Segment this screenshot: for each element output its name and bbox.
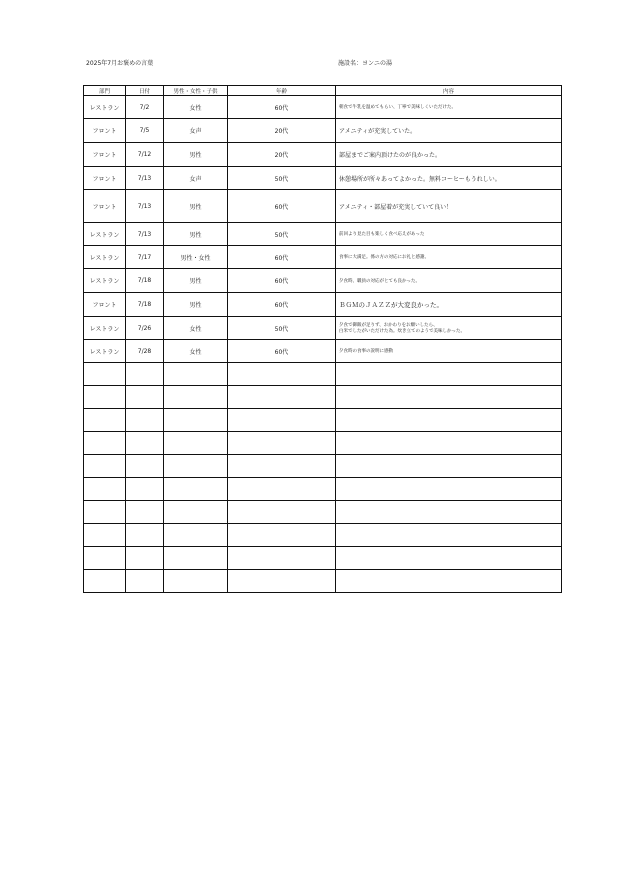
dept-cell: フロント <box>84 167 126 190</box>
content-cell: ＢＧＭのＪＡＺＺが大変良かった。 <box>336 293 562 317</box>
gender-cell: 男性 <box>164 223 228 246</box>
column-header-dept: 部門 <box>84 86 126 96</box>
dept-cell: フロント <box>84 143 126 167</box>
age-cell: 60代 <box>228 269 336 293</box>
gender-cell: 男性 <box>164 190 228 223</box>
content-cell: 休憩場所が所々あってよかった。無料コーヒーもうれしい。 <box>336 167 562 190</box>
empty-row <box>84 432 562 455</box>
facility-name: 施設名：ヨンニの湯 <box>338 60 393 67</box>
table-header-row <box>84 86 562 96</box>
column-header-gender: 男性・女性・子供 <box>164 86 228 96</box>
table-row <box>84 293 562 317</box>
date-cell: 7/28 <box>126 340 164 363</box>
table-row <box>84 340 562 363</box>
dept-cell: レストラン <box>84 317 126 340</box>
age-cell: 60代 <box>228 340 336 363</box>
age-cell: 50代 <box>228 223 336 246</box>
content-cell: アメニティが充実していた。 <box>336 119 562 143</box>
table-row <box>84 223 562 246</box>
age-cell: 60代 <box>228 246 336 269</box>
date-cell: 7/18 <box>126 293 164 317</box>
gender-cell: 女声 <box>164 119 228 143</box>
report-title: 2025年7月お褒めの言葉 <box>86 60 154 67</box>
date-cell: 7/2 <box>126 96 164 119</box>
dept-cell: レストラン <box>84 96 126 119</box>
empty-row <box>84 478 562 501</box>
gender-cell: 女性 <box>164 340 228 363</box>
column-header-date: 日付 <box>126 86 164 96</box>
dept-cell: フロント <box>84 190 126 223</box>
date-cell: 7/17 <box>126 246 164 269</box>
content-cell: 部屋までご案内頂けたのが良かった。 <box>336 143 562 167</box>
date-cell: 7/13 <box>126 223 164 246</box>
content-cell: 前回より見た目も楽しく食べ応えがあった <box>336 223 562 246</box>
dept-cell: フロント <box>84 293 126 317</box>
gender-cell: 男性 <box>164 143 228 167</box>
empty-row <box>84 501 562 524</box>
age-cell: 50代 <box>228 167 336 190</box>
table-row <box>84 96 562 119</box>
table-row <box>84 246 562 269</box>
age-cell: 20代 <box>228 143 336 167</box>
dept-cell: レストラン <box>84 269 126 293</box>
content-cell: 朝食で牛乳を温めてもらい、丁寧で美味しくいただけた。 <box>336 96 562 119</box>
empty-row <box>84 363 562 386</box>
gender-cell: 女性 <box>164 317 228 340</box>
age-cell: 60代 <box>228 190 336 223</box>
content-cell: 夕食時、職員の対応がとても良かった。 <box>336 269 562 293</box>
empty-row <box>84 570 562 593</box>
compliments-table <box>83 85 562 593</box>
date-cell: 7/26 <box>126 317 164 340</box>
gender-cell: 女性 <box>164 96 228 119</box>
empty-row <box>84 455 562 478</box>
gender-cell: 女声 <box>164 167 228 190</box>
dept-cell: レストラン <box>84 246 126 269</box>
table-row <box>84 143 562 167</box>
age-cell: 50代 <box>228 317 336 340</box>
content-line-1: 夕食で御飯が足りず、おかわりをお願いしたら、 <box>339 323 438 328</box>
table-row <box>84 269 562 293</box>
date-cell: 7/12 <box>126 143 164 167</box>
gender-cell: 男性 <box>164 293 228 317</box>
content-cell <box>336 317 562 340</box>
table-row <box>84 167 562 190</box>
table-row <box>84 119 562 143</box>
content-line-2: 白米でしたがいただけた為。炊き立てのようで美味しかった。 <box>339 329 465 334</box>
date-cell: 7/18 <box>126 269 164 293</box>
content-cell: 夕食時の食事の説明に感動 <box>336 340 562 363</box>
date-cell: 7/13 <box>126 190 164 223</box>
date-cell: 7/13 <box>126 167 164 190</box>
dept-cell: レストラン <box>84 340 126 363</box>
empty-row <box>84 547 562 570</box>
age-cell: 60代 <box>228 96 336 119</box>
column-header-content: 内容 <box>336 86 562 96</box>
dept-cell: レストラン <box>84 223 126 246</box>
gender-cell: 男性・女性 <box>164 246 228 269</box>
table-row <box>84 190 562 223</box>
empty-row <box>84 386 562 409</box>
empty-row <box>84 524 562 547</box>
date-cell: 7/5 <box>126 119 164 143</box>
age-cell: 60代 <box>228 293 336 317</box>
age-cell: 20代 <box>228 119 336 143</box>
content-cell: 食事に大満足。係の方の対応にお礼と感謝。 <box>336 246 562 269</box>
content-cell: アメニティ・部屋着が充実していて良い！ <box>336 190 562 223</box>
table-row <box>84 317 562 340</box>
dept-cell: フロント <box>84 119 126 143</box>
empty-row <box>84 409 562 432</box>
gender-cell: 男性 <box>164 269 228 293</box>
column-header-age: 年齢 <box>228 86 336 96</box>
